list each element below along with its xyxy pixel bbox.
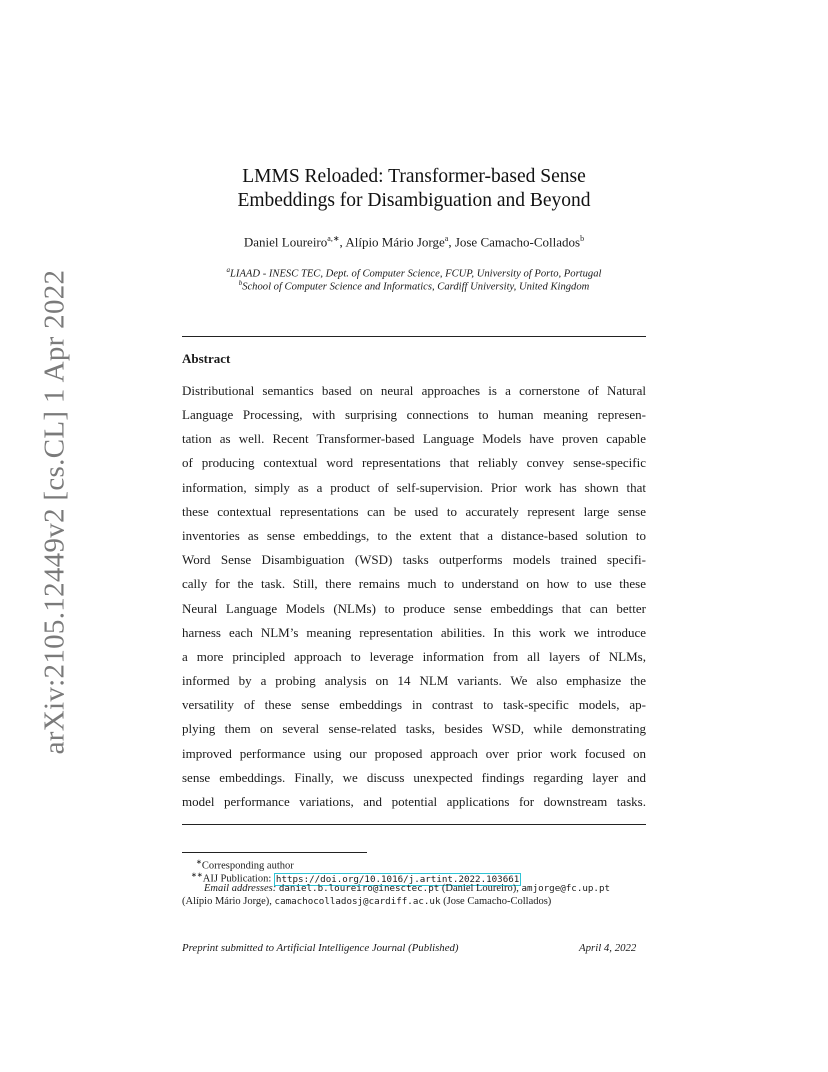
abstract-line: informed by a probing analysis on 14 NLM variants. We also emphasize the [182,673,646,688]
affiliation-b [170,276,658,295]
email-owner: (Jose Camacho-Collados) [443,896,552,907]
abstract-line: tation as well. Recent Transformer-based Language Models have proven capable [182,431,646,446]
footnote-mark: ∗ [196,858,202,866]
abstract-line: Language Processing, with surprising connections to human meaning represen- [182,407,646,422]
abstract-line: Distributional semantics based on neural approaches is a cornerstone of Natural [182,383,646,398]
abstract-top-rule [182,336,646,337]
footnote-rule [182,852,367,853]
email-link-jorge[interactable]: amjorge@fc.up.pt [521,883,611,894]
footnote-emails-line-2 [182,895,551,908]
affiliation-text: LIAAD - INESC TEC, Dept. of Computer Science, FCUP, University of Porto, Portugal [230,268,602,280]
title-line-1: LMMS Reloaded: Transformer-based Sense [242,166,586,187]
footer-date: April 4, 2022 [579,942,637,954]
abstract-line: versatility of these sense embeddings in contrast to task-specific models, ap- [182,697,646,712]
footnote-emails-line-1 [204,882,610,895]
email-label: Email addresses: [204,883,277,894]
author-mark: a [444,234,449,243]
footnote-mark: ∗∗ [191,871,203,879]
abstract-line: plying them on several sense-related tasks, besides WSD, while demonstrating [182,721,646,736]
doi-link[interactable]: https://doi.org/10.1016/j.artint.2022.103661 [275,873,520,885]
abstract-line: Neural Language Models (NLMs) to produce sense embeddings that can better [182,601,646,616]
abstract-line: sense embeddings. Finally, we discuss unexpected findings regarding layer and [182,770,646,785]
email-owner: (Daniel Loureiro), [441,883,519,894]
footnote-text: AIJ Publication: [202,873,274,885]
paper-title [182,165,646,213]
email-owner: (Alípio Mário Jorge), [182,896,272,907]
abstract-line: inventories as sense embeddings, to the extent that a distance-based solution to [182,528,646,543]
title-line-2: Embeddings for Disambiguation and Beyond [237,190,591,211]
abstract-line: improved performance using our proposed approach over prior work focused on [182,746,646,761]
author-mark: b [580,234,585,243]
email-link-loureiro[interactable]: daniel.b.loureiro@inesctec.pt [278,883,440,894]
abstract-heading: Abstract [182,351,231,366]
abstract-line: cally for the task. Still, there remains much to understand on how to use these [182,576,646,591]
author-name: Daniel Loureiro [243,234,328,250]
abstract-line: a more principled approach to leverage information from all layers of NLMs, [182,649,646,664]
author-name: Alípio Mário Jorge [345,234,445,250]
footnote-text: Corresponding author [201,860,294,872]
arxiv-identifier: arXiv:2105.12449v2 [cs.CL] 1 Apr 2022 [38,269,71,755]
abstract-line: of producing contextual word representations that reliably convey sense-specific [182,455,646,470]
affiliation-mark: b [238,279,243,287]
author-list: Daniel Loureiro$^{a,∗}$, Alípio Mário Jorge$^a$, Jose Camacho-Collados$^b$ [243,234,585,250]
affiliation-text: School of Computer Science and Informatics, Cardiff University, United Kingdom [242,281,590,293]
abstract-line: these contextual representations can be used to accurately represent large sense [182,504,646,519]
footer-preprint: Preprint submitted to Artificial Intelligence Journal (Published) [182,942,459,954]
author-name: Jose Camacho-Collados [454,234,581,250]
email-link-camacho[interactable]: camachocolladosj@cardiff.ac.uk [274,896,441,907]
abstract-line: model performance variations, and potential applications for downstream tasks. [182,794,646,809]
abstract-line: information, simply as a product of self-supervision. Prior work has shown that [182,480,646,495]
abstract-line: harness each NLM’s meaning representation abilities. In this work we introduce [182,625,646,640]
author-mark: a,∗ [327,234,340,243]
abstract-line: Word Sense Disambiguation (WSD) tasks outperforms models trained specifi- [182,552,646,567]
abstract-bottom-rule [182,824,646,825]
affiliation-mark: a [226,266,231,274]
